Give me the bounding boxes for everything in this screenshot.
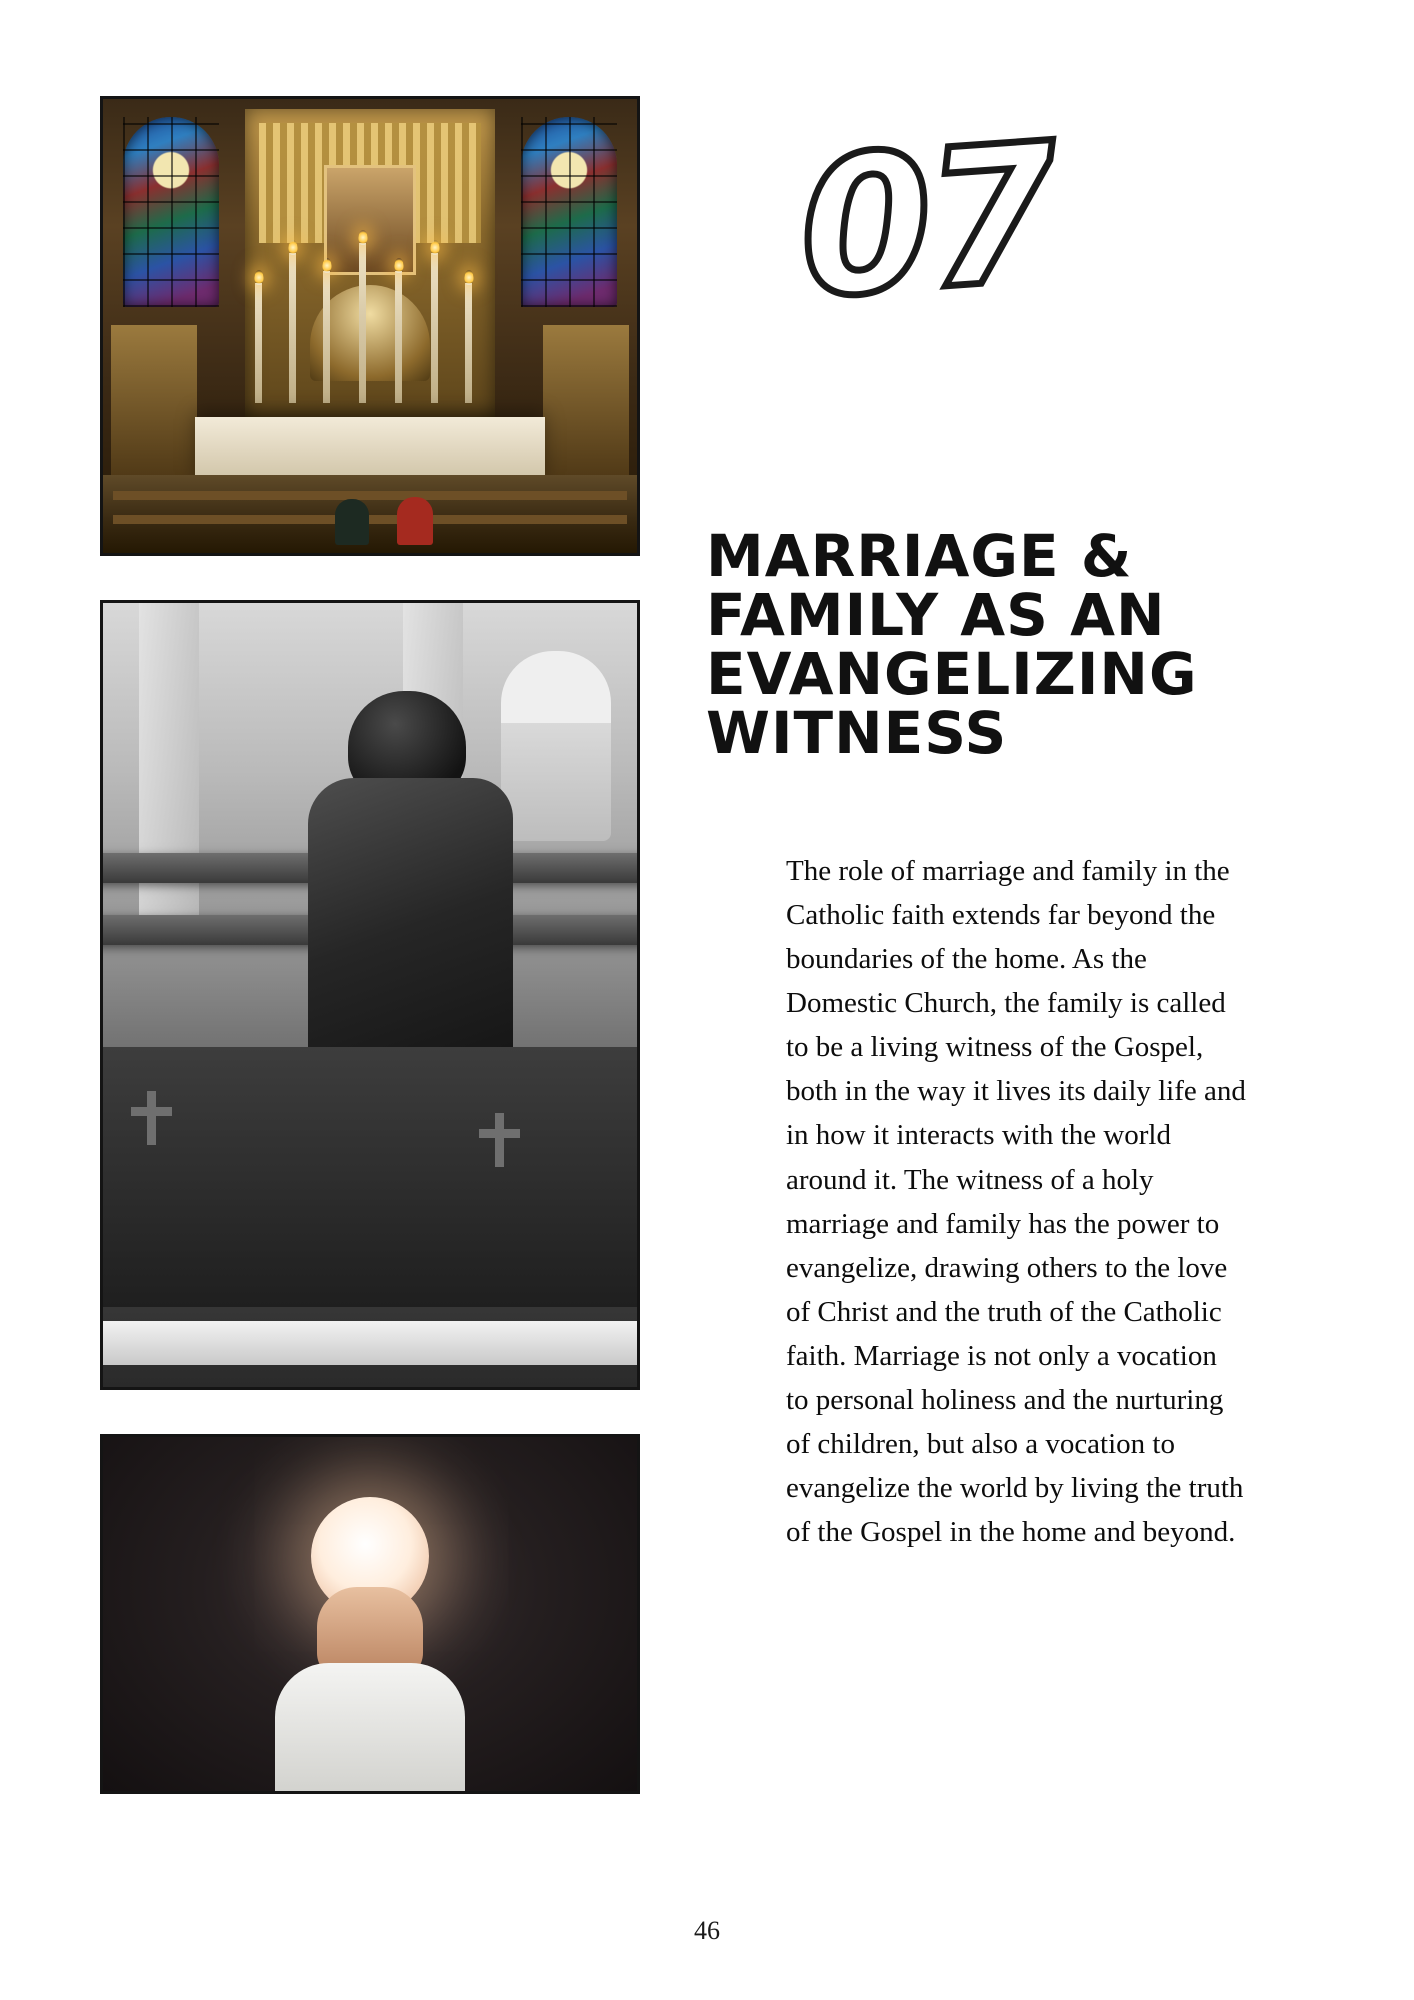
pew-front-panel <box>103 1047 637 1307</box>
altar-side-structure-right <box>543 325 629 475</box>
altar-icon-image <box>324 165 416 275</box>
man-kneeling-in-pew-photo <box>100 600 640 1390</box>
priest-vestment-sleeves <box>275 1663 465 1791</box>
candle-icon <box>395 271 402 403</box>
candle-icon <box>255 283 262 403</box>
altar-reredos <box>245 109 495 419</box>
chapter-body-text: The role of marriage and family in the Catholic faith extends far beyond the boundaries of the home. As the Domestic Church, the family is called to be a living witness of the Gospel, both in the way it lives its daily life and in how it interacts with the world around it. The witness of a holy marriage and family has the power to evangelize, drawing others to the love of Christ and the truth of the Catholic faith. Marriage is not only a vocation to personal holiness and the nurturing of children, but also a vocation to evangelize the world by living the truth of the Gospel in the home and beyond. <box>786 855 1246 1549</box>
stained-glass-window-right <box>521 117 617 307</box>
page-number: 46 <box>694 1916 720 1945</box>
pew-rail <box>113 491 627 500</box>
pew-rail <box>113 515 627 524</box>
church-altar-photo <box>100 96 640 556</box>
cross-icon <box>495 1113 504 1167</box>
candle-icon <box>289 253 296 403</box>
elevation-of-the-host-photo <box>100 1434 640 1794</box>
seated-woman-figure <box>501 651 611 841</box>
foreground-ledge <box>103 1321 637 1365</box>
worshipper-figure <box>397 497 433 545</box>
stained-glass-window-left <box>123 117 219 307</box>
page-title: MARRIAGE & FAMILY AS AN EVANGELIZING WITNESS <box>706 521 1198 768</box>
candle-icon <box>323 271 330 403</box>
candle-icon <box>359 243 366 403</box>
altar-table <box>195 417 545 483</box>
altar-side-structure-left <box>111 325 197 475</box>
candle-icon <box>431 253 438 403</box>
candle-icon <box>465 283 472 403</box>
worshipper-figure <box>335 499 369 545</box>
chapter-number: 07 <box>792 102 1060 341</box>
cross-icon <box>147 1091 156 1145</box>
sanctuary-steps <box>103 475 637 553</box>
